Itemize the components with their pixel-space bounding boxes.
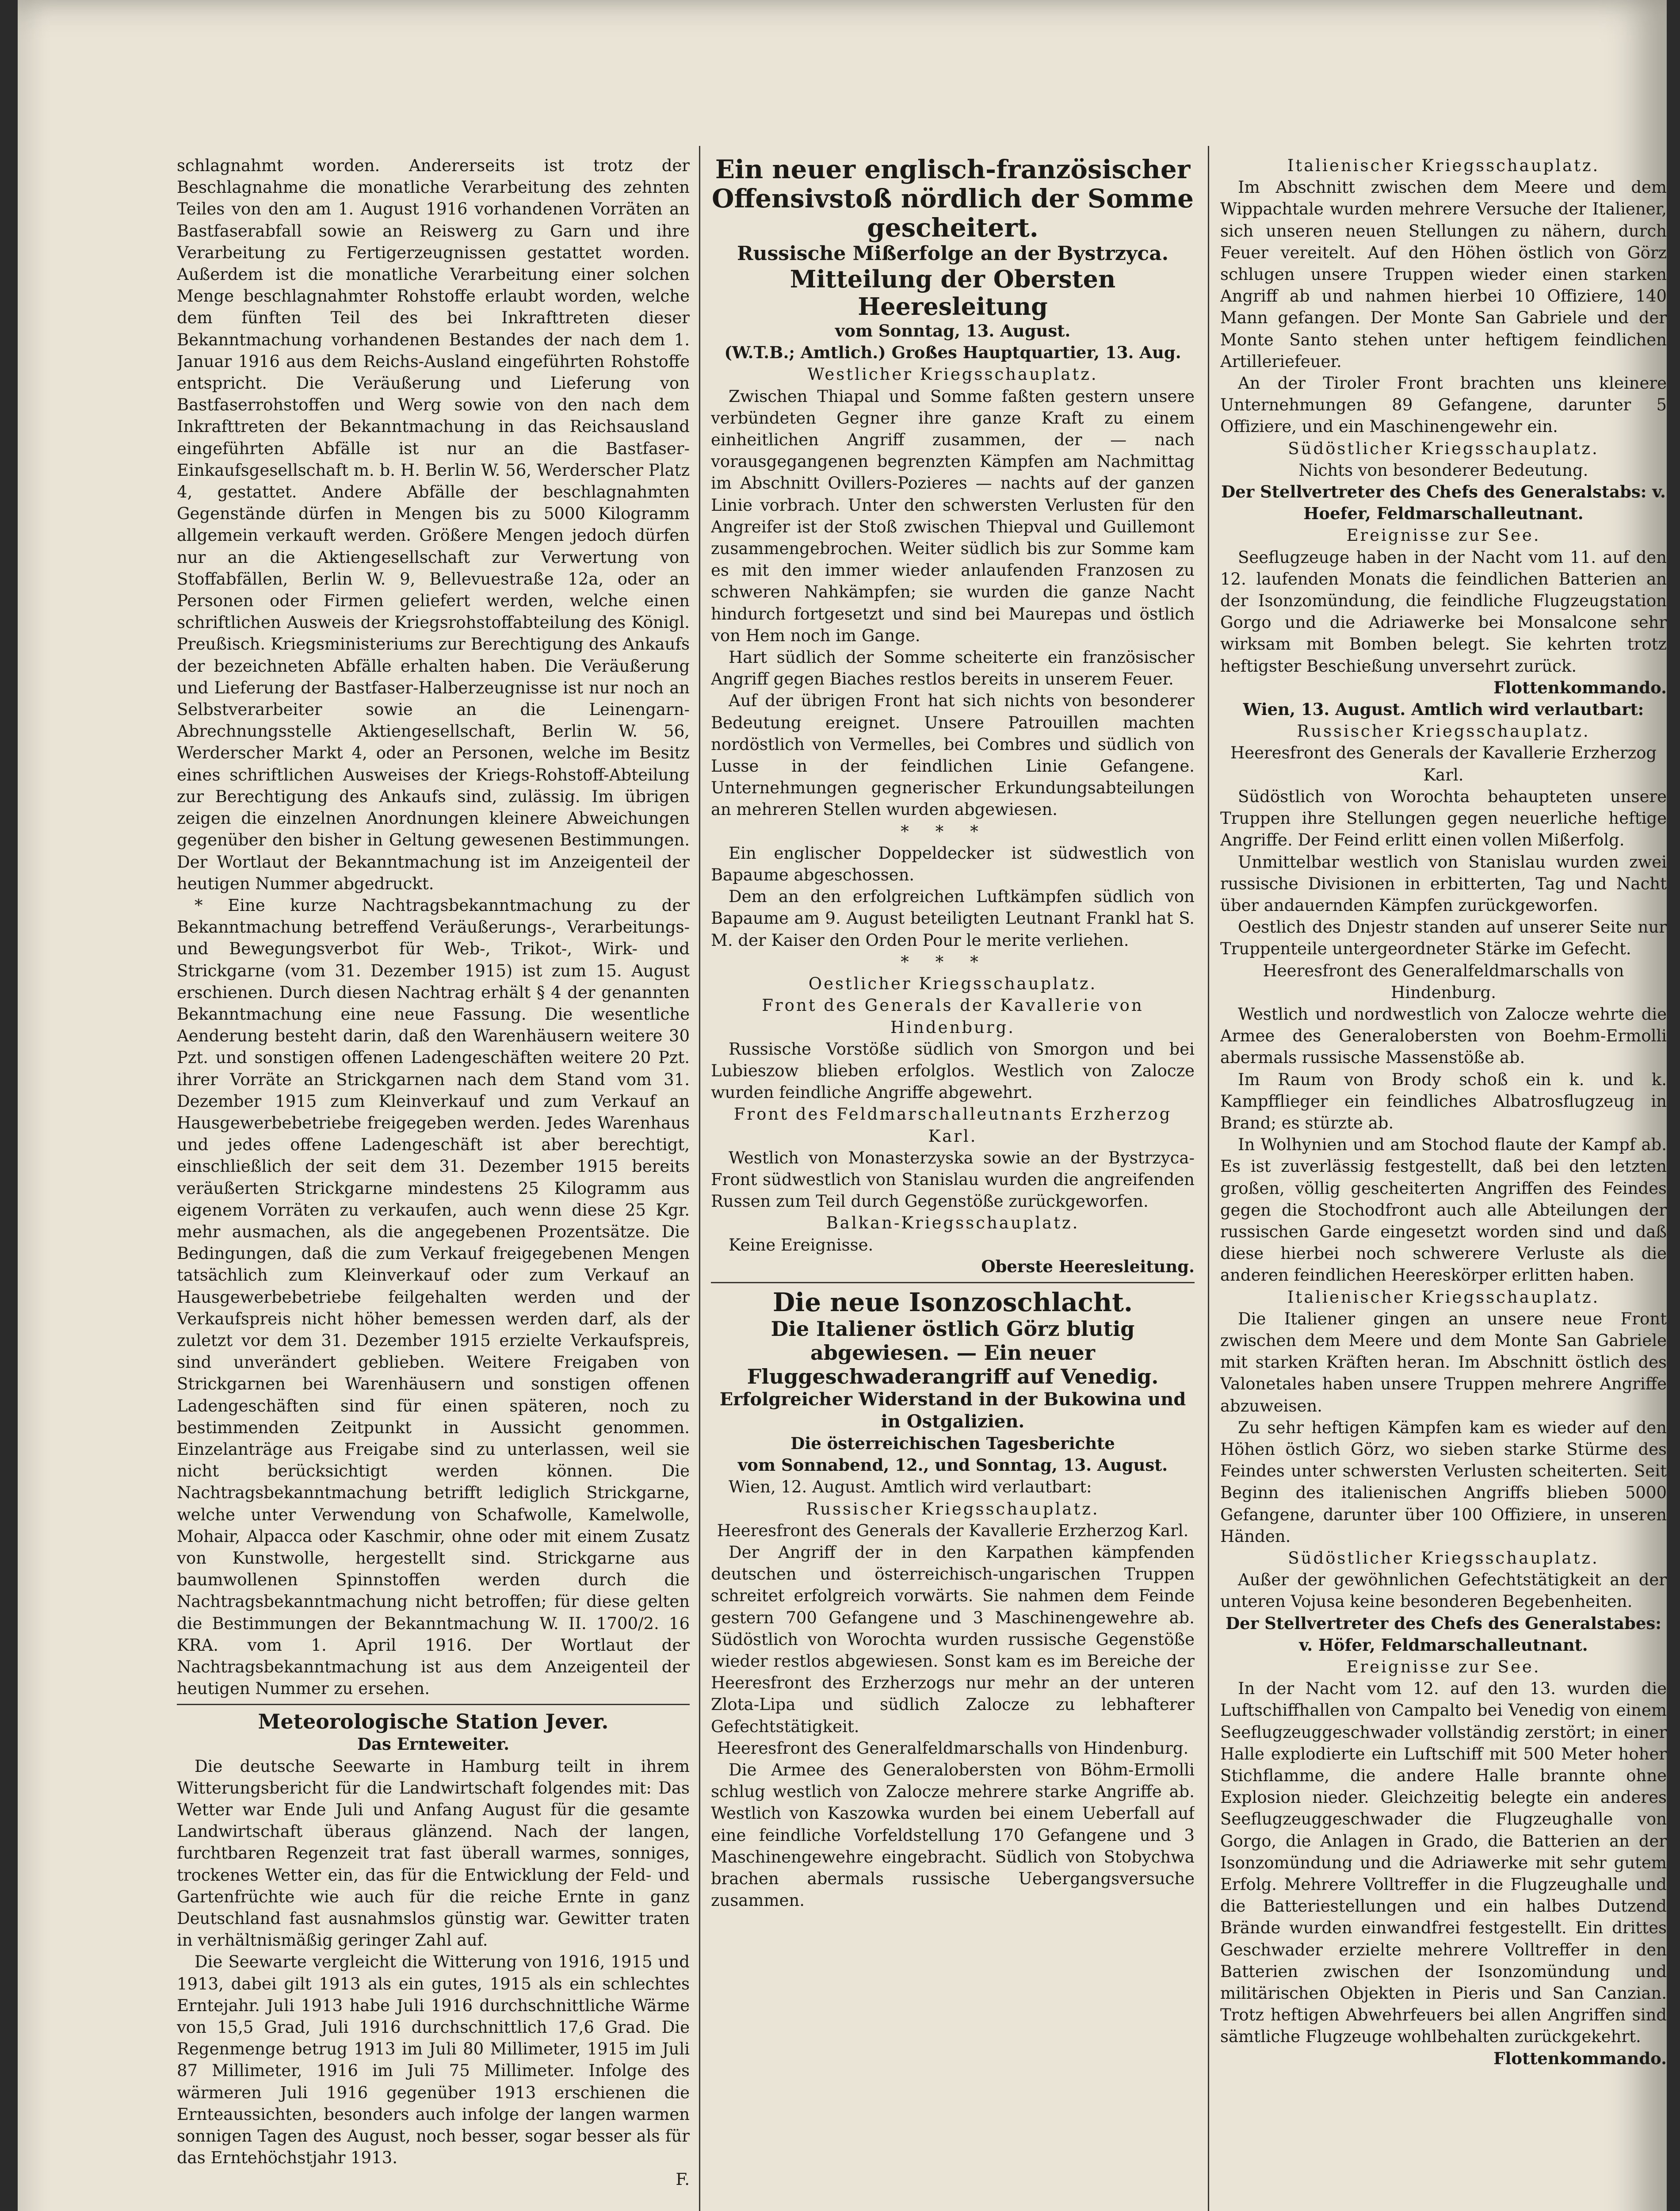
theatre-heading: Italienischer Kriegsschauplatz. bbox=[1287, 156, 1600, 175]
dateline: Wien, 13. August. Amtlich wird verlautbart: bbox=[1243, 700, 1644, 719]
separator-stars: *** bbox=[901, 822, 1005, 841]
column-left bbox=[177, 155, 690, 2211]
article-paragraph: Nichts von besonderer Bedeutung. bbox=[1298, 460, 1588, 480]
section-subheading: Das Ernteweiter. bbox=[357, 1734, 510, 1754]
theatre-heading: Südöstlicher Kriegsschauplatz. bbox=[1288, 439, 1599, 458]
column-right bbox=[1220, 155, 1667, 2211]
signature: Oberste Heeresleitung. bbox=[981, 1256, 1195, 1276]
front-heading: Heeresfront des Generalfeldmarschalls von Hindenburg. bbox=[1263, 961, 1624, 1002]
signature: Flottenkommando. bbox=[1493, 677, 1667, 697]
column-rule bbox=[1208, 146, 1209, 2211]
theatre-heading: Russischer Kriegsschauplatz. bbox=[1297, 722, 1590, 741]
subheadline: Russische Mißerfolge an der Bystrzyca. bbox=[737, 242, 1169, 265]
article-paragraph: Die Armee des Generalobersten von Böhm-Ermolli schlug westlich von Zalocze mehrere starke Angriffe ab. Westlich von Kaszowka wurden bei einem Ueberfall auf eine feindliche Vorfeldstellung 170 Gefangene und 3 Maschinengewehre eingebracht. Südlich von Stobychwa brachen abermals russische Uebergangsversuche zusammen. bbox=[711, 1760, 1195, 1910]
article-paragraph: Hart südlich der Somme scheiterte ein französischer Angriff gegen Biaches restlos bereits in unserem Feuer. bbox=[711, 648, 1195, 689]
article-paragraph: * Eine kurze Nachtragsbekanntmachung zu der Bekanntmachung betreffend Veräußerungs-, Verarbeitungs- und Bewegungsverbot für Web-, Trikot-, Wirk- und Strickgarne (vom 31. Dezember 1915) ist zum 15. August erschienen. Durch diesen Nachtrag erhält § 4 der genannten Bekanntmachung eine neue Fassung. Die wesentliche Aenderung besteht darin, daß den Warenhäusern weitere 30 Pzt. und sonstigen offenen Ladengeschäften weitere 20 Pzt. ihrer Vorräte an Strickgarnen nach dem Stand vom 31. Dezember 1915 zum Kleinverkauf und zum Verkauf an Hausgewerbebetriebe freigegeben werden. Jedes Warenhaus und jedes offene Ladengeschäft ist aber berechtigt, einschließlich der seit dem 31. Dezember 1915 bereits veräußerten Strickgarne mindestens 25 Kilogramm aus eigenem Vorräten zu verkaufen, auch wenn diese 25 Kgr. mehr ausmachen, als die angegebenen Prozentsätze. Die Bedingungen, daß die zum Verkauf freigegebenen Mengen tatsächlich zum Kleinverkauf oder zum Verkauf an Hausgewerbebetriebe feilgehalten werden und der Verkaufspreis nicht höher bemessen werden darf, als der zuletzt vor dem 31. Dezember 1915 erzielte Verkaufspreis, sind unverändert geblieben. Weitere Freigaben von Strickgarnen bei Warenhäusern und sonstigen offenen Ladengeschäften sind für einen späteren, noch zu bestimmenden Zeitpunkt in Aussicht genommen. Einzelanträge aus Freigabe sind zu unterlassen, weil sie nicht berücksichtigt werden können. Die Nachtragsbekanntmachung betrifft lediglich Strickgarne, welche unter Verwendung von Schafwolle, Kamelwolle, Mohair, Alpacca oder Kaschmir, ohne oder mit einem Zusatz von Kunstwolle, hergestellt sind. Strickgarne aus baumwollenen Spinnstoffen werden durch die Nachtragsbekanntmachung nicht betroffen; für diese gelten die Bestimmungen der Bekanntmachung W. II. 1700/2. 16 KRA. vom 1. April 1916. Der Wortlaut der Nachtragsbekanntmachung ist aus dem Anzeigenteil der heutigen Nummer zu ersehen. bbox=[177, 895, 690, 1698]
theatre-heading: Italienischer Kriegsschauplatz. bbox=[1287, 1287, 1600, 1307]
article-paragraph: Auf der übrigen Front hat sich nichts von besonderer Bedeutung ereignet. Unsere Patrouillen machten nordöstlich von Vermelles, bei Combres und südlich von Lusse in der feindlichen Linie Gefangene. Unternehmungen gegnerischer Erkundungsabteilungen an mehreren Stellen wurden abgewiesen. bbox=[711, 691, 1195, 819]
article-paragraph: Zwischen Thiapal und Somme faßten gestern unsere verbündeten Gegner ihre ganze Kraft zu einem einheitlichen Angriff zusammen, der — nach vorausgegangenen begrenzten Kämpfen am Nachmittag im Abschnitt Ovillers-Pozieres — nachts auf der ganzen Linie vorbrach. Unter den schwersten Verlusten für den Angreifer ist der Stoß zwischen Thiepval und Guillemont zusammengebrochen. Weiter südlich bis zur Somme kam es mit den immer wieder anlaufenden Franzosen zu schweren Nahkämpfen; sie wurden die ganze Nacht hindurch fortgesetzt und sind bei Maurepas und östlich von Hem noch im Gange. bbox=[711, 386, 1195, 645]
article-paragraph: An der Tiroler Front brachten uns kleinere Unternehmungen 89 Gefangene, darunter 5 Offiziere, und ein Maschinengewehr ein. bbox=[1220, 374, 1667, 436]
subheadline: Erfolgreicher Widerstand in der Bukowina und in Ostgalizien. bbox=[719, 1389, 1186, 1432]
article-paragraph: schlagnahmt worden. Andererseits ist trotz der Beschlagnahme die monatliche Verarbeitung des zehnten Teiles von den am 1. August 1916 vorhandenen Vorräten an Bastfaserabfall sowie an Reiswerg zu Garn und ihre Verarbeitung zu Fertigerzeugnissen gestattet worden. Außerdem ist die monatliche Verarbeitung einer solchen Menge beschlagnahmter Rohstoffe erlaubt worden, welche dem fünften Teil des bei Inkrafttreten dieser Bekanntmachung vorhandenen Bestandes der nach dem 1. Januar 1916 aus dem Reichs-Ausland eingeführten Rohstoffe entspricht. Die Veräußerung und Lieferung von Bastfaserrohstoffen und Werg sowie von den nach dem Inkrafttreten der Bekanntmachung in das Reichsausland eingeführten Abfälle ist nur an die Bastfaser-Einkaufsgesellschaft m. b. H. Berlin W. 56, Werderscher Platz 4, gestattet. Andere Abfälle der beschlagnahmten Gegenstände dürfen in Mengen bis zu 5000 Kilogramm allgemein verkauft werden. Größere Mengen jedoch dürfen nur an die Aktiengesellschaft zur Verwertung von Stoffabfällen, Berlin W. 9, Bellevuestraße 12a, oder an Personen oder Firmen geliefert werden, welche einen schriftlichen Ausweis der Kriegsrohstoffabteilung des Königl. Preußisch. Kriegsministeriums zur Berechtigung des Ankaufs der bezeichneten Abfälle erhalten haben. Die Veräußerung und Lieferung der Bastfaser-Halberzeugnisse ist nur noch an Selbstverarbeiter sowie an die Leinengarn-Abrechnungsstelle Aktiengesellschaft, Berlin W. 56, Werderscher Markt 4, oder an Personen, welche im Besitz eines schriftlichen Ausweises der Kriegs-Rohstoff-Abteilung zur Berechtigung des Ankaufs sind, zulässig. Im übrigen zeigen die einzelnen Anordnungen kleinere Abweichungen gegenüber den bisher in Geltung gewesenen Bestimmungen. Der Wortlaut der Bekanntmachung ist im Anzeigenteil der heutigen Nummer abgedruckt. bbox=[177, 156, 690, 893]
dateline: Wien, 12. August. Amtlich wird verlautbart: bbox=[729, 1477, 1092, 1497]
signature: Der Stellvertreter des Chefs des Generalstabs: v. Hoefer, Feldmarschalleutnant. bbox=[1221, 482, 1666, 524]
signature: Flottenkommando. bbox=[1493, 2048, 1667, 2068]
theatre-heading: Südöstlicher Kriegsschauplatz. bbox=[1288, 1549, 1599, 1568]
article-paragraph: Ein englischer Doppeldecker ist südwestlich von Bapaume abgeschossen. bbox=[711, 843, 1195, 885]
newspaper-page bbox=[18, 0, 1667, 2211]
column-middle bbox=[711, 155, 1195, 2211]
article-paragraph: Russische Vorstöße südlich von Smorgon und bei Lubieszow blieben erfolglos. Westlich von Zalocze wurden feindliche Angriffe abgewehrt. bbox=[711, 1039, 1195, 1102]
front-heading: Heeresfront des Generals der Kavallerie Erzherzog Karl. bbox=[717, 1521, 1189, 1540]
front-heading: Front des Generals der Kavallerie von Hindenburg. bbox=[762, 996, 1144, 1037]
article-paragraph: Die Seewarte vergleicht die Witterung von 1916, 1915 und 1913, dabei gilt 1913 als ein gutes, 1915 als ein schlechtes Erntejahr. Juli 1913 habe Juli 1916 durchschnittliche Wärme von 15,5 Grad, Juli 1916 durchschnittlich 17,6 Grad. Die Regenmenge betrug 1913 im Juli 80 Millimeter, 1915 im Juli 87 Millimeter, 1916 im Juli 75 Millimeter. Infolge des wärmeren Juli 1916 gegenüber 1913 erschienen die Ernteaussichten, besonders auch infolge der langen warmen sonnigen Tagen des August, noch besser, sogar besser als für das Erntehöchstjahr 1913. bbox=[177, 1952, 690, 2168]
subheadline: Mitteilung der Obersten Heeresleitung bbox=[790, 265, 1116, 321]
article-paragraph: Südöstlich von Worochta behaupteten unsere Truppen ihre Stellungen gegen neuerliche heftige Angriffe. Der Feind erlitt einen vollen Mißerfolg. bbox=[1220, 787, 1667, 850]
divider bbox=[177, 1704, 690, 1705]
front-heading: Heeresfront des Generalfeldmarschalls von Hindenburg. bbox=[717, 1738, 1189, 1758]
theatre-heading: Westlicher Kriegsschauplatz. bbox=[807, 365, 1098, 384]
column-rule bbox=[699, 146, 700, 2211]
article-paragraph: Keine Ereignisse. bbox=[729, 1235, 874, 1255]
subheadline: Die Italiener östlich Görz blutig abgewiesen. — Ein neuer Fluggeschwaderangriff auf Venedig. bbox=[747, 1316, 1159, 1389]
article-paragraph: Im Abschnitt zwischen dem Meere und dem Wippachtale wurden mehrere Versuche der Italiener, sich unseren neuen Stellungen zu nähern, durch Feuer vereitelt. Auf den Höhen östlich von Görz schlugen unsere Truppen wieder einen starken Angriff ab und nahmen hierbei 10 Offiziere, 140 Mann gefangen. Der Monte San Gabriele und der Monte Santo stehen unter heftigem feindlichen Artilleriefeuer. bbox=[1220, 178, 1667, 371]
article-paragraph: Die Italiener gingen an unsere neue Front zwischen dem Meere und dem Monte San Gabriele mit starken Kräften heran. Im Abschnitt östlich des Valonetales haben unsere Truppen mehrere Angriffe abzuweisen. bbox=[1220, 1309, 1667, 1415]
signature: Der Stellvertreter des Chefs des Generalstabes: v. Höfer, Feldmarschalleutnant. bbox=[1226, 1613, 1661, 1655]
article-paragraph: In der Nacht vom 12. auf den 13. wurden die Luftschiffhallen von Campalto bei Venedig von einem Seeflugzeuggeschwader vollständig zerstört; in einer Halle explodierte ein Luftschiff mit 500 Meter hoher Stichflamme, die andere Halle brannte ohne Explosion nieder. Gleichzeitig belegte ein anderes Seeflugzeuggeschwader die Flugzeughalle von Gorgo, die Anlagen in Grado, die Batterien an der Isonzomündung und die Adriawerke mit sehr gutem Erfolg. Mehrere Volltreffer in die Flugzeughalle und die Batteriestellungen und ein halbes Dutzend Brände wurden einwandfrei festgestellt. Ein drittes Geschwader erzielte mehrere Volltreffer in den Batterien zwischen der Isonzomündung und militärischen Objekten in Pieris und San Canzian. Trotz heftigen Abwehrfeuers bei allen Angriffen sind sämtliche Flugzeuge wohlbehalten zurückgekehrt. bbox=[1220, 1679, 1667, 2047]
signature: F. bbox=[676, 2170, 690, 2189]
section-heading: Meteorologische Station Jever. bbox=[258, 1710, 609, 1734]
divider bbox=[711, 1282, 1195, 1283]
article-paragraph: Außer der gewöhnlichen Gefechtstätigkeit an der unteren Vojusa keine besonderen Begebenheiten. bbox=[1220, 1570, 1667, 1611]
article-paragraph: In Wolhynien und am Stochod flaute der Kampf ab. Es ist zuverlässig festgestellt, daß bei den letzten großen, völlig gescheiterten Angriffen des Feindes gegen die Stochodfront auch alle Abteilungen der russischen Garde eingesetzt worden sind und daß diese hierbei noch schwerere Verluste als die anderen feindlichen Heereskörper erlitten haben. bbox=[1220, 1135, 1667, 1285]
theatre-heading: Balkan-Kriegsschauplatz. bbox=[826, 1213, 1080, 1233]
theatre-heading: Ereignisse zur See. bbox=[1346, 526, 1541, 545]
theatre-heading: Russischer Kriegsschauplatz. bbox=[806, 1499, 1100, 1519]
article-paragraph: Oestlich des Dnjestr standen auf unserer Seite nur Truppenteile untergeordneter Stärke im Gefecht. bbox=[1220, 918, 1667, 959]
article-paragraph: Seeflugzeuge haben in der Nacht vom 11. auf den 12. laufenden Monats die feindlichen Batterien an der Isonzomündung, die feindliche Flugzeugstation Gorgo und die Adriawerke bei Monsalcone sehr wirksam mit Bomben belegt. Sie kehrten trotz heftigster Beschießung unversehrt zurück. bbox=[1220, 547, 1667, 676]
theatre-heading: Oestlicher Kriegsschauplatz. bbox=[808, 974, 1097, 994]
article-paragraph: Der Angriff der in den Karpathen kämpfenden deutschen und österreichisch-ungarischen Truppen schreitet erfolgreich vorwärts. Sie nahmen dem Feinde gestern 700 Gefangene und 3 Maschinengewehre ab. Südöstlich von Worochta wurden russische Gegenstöße wieder restlos abgewiesen. Sonst kam es im Bereiche der Heeresfront des Erzherzogs nur mehr an der unteren Zlota-Lipa und südlich Zalocze zu lebhafterer Gefechtstätigkeit. bbox=[711, 1542, 1195, 1736]
front-heading: Heeresfront des Generals der Kavallerie Erzherzog Karl. bbox=[1230, 743, 1657, 784]
headline-main: Ein neuer englisch-französischer Offensivstoß nördlich der Somme gescheitert. bbox=[711, 155, 1194, 243]
article-paragraph: Unmittelbar westlich von Stanislau wurden zwei russische Divisionen in erbitterten, Tag und Nacht über andauernden Kämpfen zurückgeworfen. bbox=[1220, 852, 1667, 915]
article-paragraph: Zu sehr heftigen Kämpfen kam es wieder auf den Höhen östlich Görz, wo sieben starke Stürme des Feindes unter schwersten Verlusten scheiterten. Seit Beginn des italienischen Angriffs blieben 5000 Gefangene, darunter über 100 Offiziere, in unseren Händen. bbox=[1220, 1418, 1667, 1546]
article-paragraph: Die deutsche Seewarte in Hamburg teilt in ihrem Witterungsbericht für die Landwirtschaft folgendes mit: Das Wetter war Ende Juli und Anfang August für die gesamte Landwirtschaft überaus glänzend. Nach der langen, furchtbaren Regenzeit trat fast überall warmes, sonniges, trockenes Wetter ein, das für die Entwicklung der Feld- und Gartenfrüchte wie auch für die reiche Ernte in ganz Deutschland fast ausnahmslos günstig war. Gewitter traten in verhältnismäßig geringer Zahl auf. bbox=[177, 1756, 690, 1950]
article-paragraph: Dem an den erfolgreichen Luftkämpfen südlich von Bapaume am 9. August beteiligten Leutnant Frankl hat S. M. der Kaiser den Orden Pour le merite verliehen. bbox=[711, 887, 1195, 950]
report-date: vom Sonntag, 13. August. bbox=[835, 321, 1071, 340]
headline-isonzo: Die neue Isonzoschlacht. bbox=[772, 1287, 1133, 1317]
dateline: (W.T.B.; Amtlich.) Großes Hauptquartier, 13. Aug. bbox=[724, 343, 1181, 363]
report-title: Die österreichischen Tagesberichte bbox=[790, 1433, 1115, 1453]
article-paragraph: Im Raum von Brody schoß ein k. und k. Kampfflieger ein feindliches Albatrosflugzeug in Brand; es stürzte ab. bbox=[1220, 1070, 1667, 1132]
theatre-heading: Ereignisse zur See. bbox=[1346, 1657, 1541, 1677]
separator-stars: *** bbox=[901, 952, 1005, 972]
article-paragraph: Westlich von Monasterzyska sowie an der Bystrzyca-Front südwestlich von Stanislau wurden die angreifenden Russen zum Teil durch Gegenstöße zurückgeworfen. bbox=[711, 1148, 1195, 1211]
front-heading: Front des Feldmarschalleutnants Erzherzog Karl. bbox=[733, 1105, 1172, 1146]
article-paragraph: Westlich und nordwestlich von Zalocze wehrte die Armee des Generalobersten von Boehm-Ermolli abermals russische Massenstöße ab. bbox=[1220, 1004, 1667, 1067]
report-date: vom Sonnabend, 12., und Sonntag, 13. August. bbox=[737, 1455, 1168, 1475]
